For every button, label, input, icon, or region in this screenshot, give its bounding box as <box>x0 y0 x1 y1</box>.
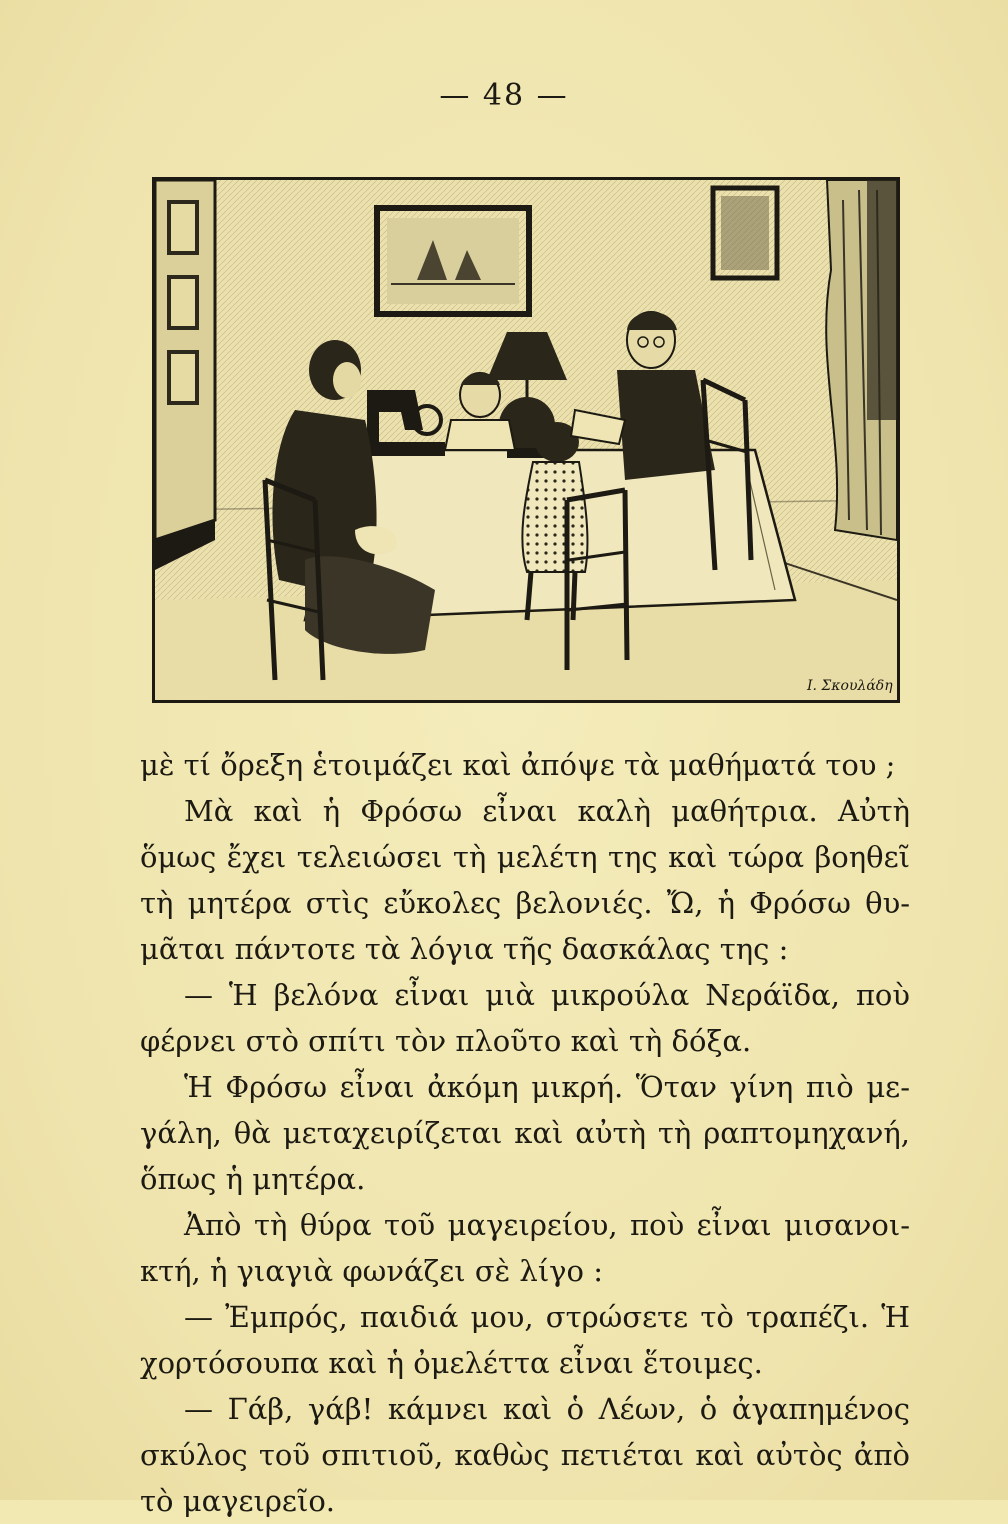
text-line: τὸ μαγειρεῖο. <box>140 1484 335 1518</box>
text-line: Ἡ Φρόσω εἶναι ἀκόμη μικρή. Ὅταν γίνη πιὸ με- <box>184 1070 910 1104</box>
text-line: κτή, ἡ γιαγιὰ φωνάζει σὲ λίγο : <box>140 1254 603 1288</box>
artist-signature: Ι. Σκουλάδη <box>807 678 893 694</box>
body-text <box>140 742 910 1524</box>
text-line: φέρνει στὸ σπίτι τὸν πλοῦτο καὶ τὴ δόξα. <box>140 1024 752 1058</box>
text-line: Ἀπὸ τὴ θύρα τοῦ μαγειρείου, ποὺ εἶναι μισανοι- <box>184 1208 910 1242</box>
text-line: ὅπως ἡ μητέρα. <box>140 1162 366 1196</box>
text-line: — Ἐμπρός, παιδιά μου, στρώσετε τὸ τραπέζι. Ἡ <box>184 1300 910 1334</box>
text-line: — Ἡ βελόνα εἶναι μιὰ μικρούλα Νεράϊδα, ποὺ <box>184 978 910 1012</box>
text-line: σκύλος τοῦ σπιτιοῦ, καθὼς πετιέται καὶ αὐτὸς ἀπὸ <box>140 1438 910 1472</box>
text-line: ὅμως ἔχει τελειώσει τὴ μελέτη της καὶ τώρα βοηθεῖ <box>140 840 910 874</box>
text-line: — Γάβ, γάβ! κάμνει καὶ ὁ Λέων, ὁ ἀγαπημένος <box>184 1392 910 1426</box>
text-line: χορτόσουπα καὶ ἡ ὀμελέττα εἶναι ἕτοιμες. <box>140 1346 763 1380</box>
text-line: τὴ μητέρα στὶς εὔκολες βελονιές. Ὤ, ἡ Φρόσω θυ- <box>140 886 910 920</box>
text-line: Μὰ καὶ ἡ Φρόσω εἶναι καλὴ μαθήτρια. Αὐτὴ <box>184 794 910 828</box>
text-line: γάλη, θὰ μεταχειρίζεται καὶ αὐτὴ τὴ ραπτομηχανή, <box>140 1116 910 1150</box>
text-line: μᾶται πάντοτε τὰ λόγια τῆς δασκάλας της : <box>140 932 789 966</box>
text-line: μὲ τί ὄρεξη ἑτοιμάζει καὶ ἀπόψε τὰ μαθήματά του ; <box>140 748 896 782</box>
family-at-table-illustration <box>152 177 900 703</box>
page-number: — 48 — <box>439 78 569 113</box>
